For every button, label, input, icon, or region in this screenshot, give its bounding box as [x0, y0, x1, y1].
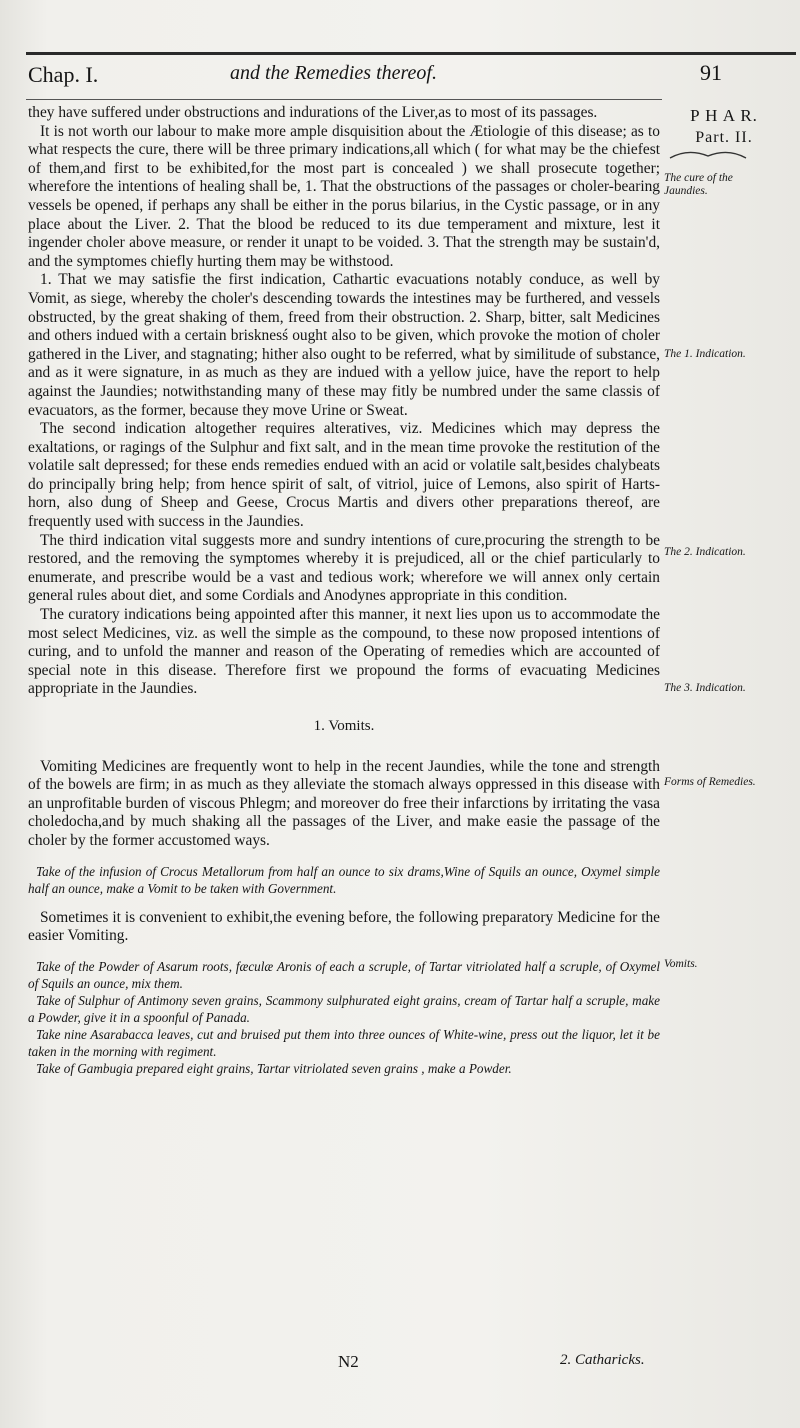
- margin-note-vomits: Vomits.: [664, 958, 698, 970]
- recipe: Take nine Asarabacca leaves, cut and bruised put them into three ounces of White-wine, press out the liquor, let it be taken in the morning with regiment.: [28, 1026, 660, 1059]
- header-underline: [26, 99, 662, 100]
- running-title: and the Remedies thereof.: [230, 62, 437, 84]
- paragraph: The third indication vital suggests more and sundry intentions of cure,procuring the strength to be restored, and the removing the symptomes whereby it is prejudiced, all or the chief particularly to enumerate, and prescribe would be a vast and tedious work; wherefore we will annex only certain general rules about diet, and some Cordials and Anodynes appropriate in this condition.: [28, 531, 660, 605]
- paragraph: It is not worth our labour to make more ample disquisition about the Ætiologie of this disease; as to what respects the cure, there will be three primary indications,all which ( for what may be the chiefest of them,and first to be exhibited,for the most part is concealed ) we shall prosecute together; wherefore the intentions of healing shall be, 1. That the obstructions of the passages or choler-bearing vessels be opened, if perhaps any shall be either in the porus bilarius, in the Cystic passage, or in any place about the Liver. 2. That the blood be reduced to its due temperament and mixture, lest it ingender choler above measure, or render it unapt to be voided. 3. That the strength may be sustain'd, and the symptomes chiefly hurting them may be withstood.: [28, 122, 660, 270]
- paragraph: The second indication altogether requires alteratives, viz. Medicines which may depress the exaltations, or ragings of the Sulphur and fixt salt, and in the mean time provoke the restitution of the volatile salt depressed; for these ends remedies endued with an acid or volatile salt,besides chalybeats do principally bring help; from hence spirit of salt, of vitriol, juice of Lemons, also spirit of Harts-horn, also dung of Sheep and Geese, Crocus Martis and divers other preparations thereof, are frequently used with success in the Jaundies.: [28, 420, 660, 531]
- paragraph: The curatory indications being appointed after this manner, it next lies upon us to accommodate the most select Medicines, viz. as well the simple as the compound, to these now proposed intentions of curing, and to unfold the manner and reason of the Operating of remedies which are accounted of special note in this disease. Therefore first we propound the forms of evacuating Medicines appropriate in the Jaundies.: [28, 606, 660, 698]
- margin-phar: P H A R.: [690, 106, 758, 125]
- chapter-label: Chap. I.: [28, 62, 99, 87]
- paragraph: they have suffered under obstructions and indurations of the Liver,as to most of its passages.: [28, 104, 598, 121]
- recipe: Take of the infusion of Crocus Metallorum from half an ounce to six drams,Wine of Squils an ounce, Oxymel simple half an ounce, make a Vomit to be taken with Government.: [28, 863, 660, 896]
- page-number: 91: [700, 60, 722, 85]
- margin-note-indication-1: The 1. Indication.: [664, 348, 746, 360]
- margin-part: Part. II.: [695, 129, 753, 146]
- catchword: 2. Catharicks.: [560, 1352, 645, 1368]
- header-rule: [26, 52, 796, 55]
- margin-note-forms: Forms of Remedies.: [664, 776, 756, 788]
- recipe: Take of Gambugia prepared eight grains, Tartar vitriolated seven grains , make a Powder.: [36, 1060, 512, 1076]
- paragraph: 1. That we may satisfie the first indication, Cathartic evacuations notably conduce, as well by Vomit, as siege, whereby the choler's descending towards the intestines may be furthered, and vessels obstructed, by the great shaking of them, freed from their obstruction. 2. Sharp, bitter, salt Medicines and others indued with a certain brisknesś ought also to be given, which provoke the motion of choler gathered in the Liver, and stagnating; hither also ought to be referred, what by similitude of substance, and as it were signature, in as much as they are indued with a yellow juice, have the report to help against the Jaundies; notwithstanding many of these may fitly be numbred under the same classis of evacuators, as the former, because they move Urine or Sweat.: [28, 271, 660, 419]
- main-text-column: [28, 104, 660, 1077]
- paragraph: Sometimes it is convenient to exhibit,the evening before, the following preparatory Medicine for the easier Vomiting.: [28, 908, 660, 945]
- recipe: Take of the Powder of Asarum roots, fæculæ Aronis of each a scruple, of Tartar vitriolated half a scruple, of Oxymel of Squils an ounce, mix them.: [28, 958, 660, 991]
- margin-brace-ornament: [668, 148, 748, 162]
- margin-note-indication-2: The 2. Indication.: [664, 546, 746, 558]
- paragraph: Vomiting Medicines are frequently wont to help in the recent Jaundies, while the tone and strength of the bowels are firm; in as much as they alleviate the stomach always oppressed in this disease with an unprofitable burden of viscous Phlegm; and moreover do free their infarctions by irritating the vasa choledocha,and by much shaking all the passages of the Liver, and make easie the passage of the choler by the former accustomed ways.: [28, 757, 660, 849]
- recipe: Take of Sulphur of Antimony seven grains, Scammony sulphurated eight grains, cream of Tartar half a scruple, make a Powder, give it in a spoonful of Panada.: [28, 992, 660, 1025]
- section-heading: 1. Vomits.: [313, 718, 375, 734]
- margin-note-indication-3: The 3. Indication.: [664, 682, 746, 694]
- margin-note-cure: The cure of the Jaundies.: [664, 172, 733, 197]
- signature-mark: N2: [338, 1352, 359, 1371]
